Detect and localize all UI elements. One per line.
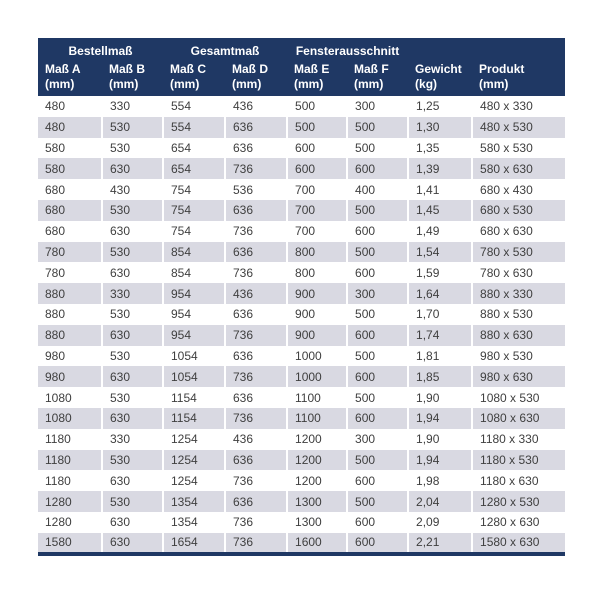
table-cell: 1180 x 630 [472, 470, 565, 491]
table-cell: 980 x 630 [472, 366, 565, 387]
table-cell: 580 x 630 [472, 158, 565, 179]
column-header-unit: (mm) [354, 77, 384, 91]
table-cell: 1254 [163, 470, 225, 491]
column-header-label: Maß E [294, 62, 330, 76]
table-cell: 530 [102, 117, 163, 138]
table-cell: 480 x 330 [472, 96, 565, 117]
table-cell: 500 [347, 138, 408, 159]
table-cell: 1,98 [408, 470, 472, 491]
table-cell: 1,59 [408, 262, 472, 283]
table-cell: 500 [347, 304, 408, 325]
table-cell: 1154 [163, 387, 225, 408]
table-cell: 700 [287, 221, 347, 242]
column-header-gewicht [408, 60, 472, 96]
table-cell: 330 [102, 96, 163, 117]
table-cell: 780 x 530 [472, 242, 565, 263]
table-cell: 530 [102, 387, 163, 408]
table-header [38, 38, 565, 96]
table-cell: 736 [225, 533, 287, 554]
table-cell: 630 [102, 408, 163, 429]
table-cell: 330 [102, 429, 163, 450]
table-cell: 880 [38, 283, 102, 304]
table-cell: 1354 [163, 512, 225, 533]
table-cell: 1354 [163, 491, 225, 512]
table-row [38, 429, 565, 450]
table-cell: 1000 [287, 346, 347, 367]
table-cell: 300 [347, 429, 408, 450]
table-cell: 736 [225, 366, 287, 387]
table-cell: 680 [38, 221, 102, 242]
table-cell: 1,94 [408, 450, 472, 471]
table-cell: 1300 [287, 512, 347, 533]
product-dimensions-table [38, 38, 565, 556]
column-header-unit: (mm) [45, 77, 75, 91]
column-header-mass-d [225, 60, 287, 96]
table-cell: 880 [38, 304, 102, 325]
table-cell: 630 [102, 325, 163, 346]
table-row [38, 304, 565, 325]
table-row [38, 470, 565, 491]
table-row [38, 158, 565, 179]
table-cell: 430 [102, 179, 163, 200]
table-cell: 880 x 330 [472, 283, 565, 304]
table-cell: 630 [102, 158, 163, 179]
table-cell: 1280 x 530 [472, 491, 565, 512]
table-cell: 500 [347, 242, 408, 263]
column-header-row [38, 60, 565, 96]
table-cell: 1,54 [408, 242, 472, 263]
table-cell: 530 [102, 304, 163, 325]
table-cell: 530 [102, 346, 163, 367]
table-cell: 880 [38, 325, 102, 346]
table-cell: 1280 x 630 [472, 512, 565, 533]
table-row [38, 387, 565, 408]
group-header-empty [408, 38, 565, 60]
table-cell: 1,49 [408, 221, 472, 242]
table-cell: 736 [225, 221, 287, 242]
table-cell: 1154 [163, 408, 225, 429]
table-cell: 536 [225, 179, 287, 200]
table-cell: 500 [347, 387, 408, 408]
table-cell: 636 [225, 117, 287, 138]
table-cell: 480 x 530 [472, 117, 565, 138]
column-header-label: Maß B [109, 62, 145, 76]
table-cell: 600 [347, 512, 408, 533]
group-header-bestellmass: Bestellmaß [38, 38, 163, 60]
table-cell: 736 [225, 262, 287, 283]
table-cell: 500 [347, 450, 408, 471]
table-cell: 600 [347, 408, 408, 429]
table-row [38, 262, 565, 283]
table-cell: 636 [225, 387, 287, 408]
table-cell: 630 [102, 470, 163, 491]
table-cell: 880 x 630 [472, 325, 565, 346]
table-row [38, 138, 565, 159]
table-cell: 680 x 530 [472, 200, 565, 221]
table-cell: 480 [38, 96, 102, 117]
table-cell: 600 [347, 366, 408, 387]
table-cell: 1180 [38, 450, 102, 471]
table-cell: 554 [163, 117, 225, 138]
table-cell: 530 [102, 491, 163, 512]
table-cell: 300 [347, 283, 408, 304]
group-header-gesamtmass: Gesamtmaß [163, 38, 287, 60]
column-header-unit: (mm) [232, 77, 262, 91]
table-cell: 1654 [163, 533, 225, 554]
table-cell: 1080 [38, 387, 102, 408]
column-header-unit: (mm) [479, 77, 509, 91]
table-cell: 436 [225, 283, 287, 304]
column-header-mass-f [347, 60, 408, 96]
table-body [38, 96, 565, 554]
table-cell: 1,35 [408, 138, 472, 159]
table-cell: 900 [287, 283, 347, 304]
column-header-label: Gewicht [415, 62, 462, 76]
table-row [38, 179, 565, 200]
table-row [38, 283, 565, 304]
table-cell: 1600 [287, 533, 347, 554]
column-header-mass-a [38, 60, 102, 96]
table-cell: 736 [225, 325, 287, 346]
table-cell: 1,85 [408, 366, 472, 387]
table-cell: 500 [347, 346, 408, 367]
table-cell: 954 [163, 283, 225, 304]
column-header-label: Produkt [479, 62, 525, 76]
table-cell: 600 [347, 158, 408, 179]
table-cell: 1180 [38, 429, 102, 450]
table-cell: 854 [163, 242, 225, 263]
table-cell: 1100 [287, 408, 347, 429]
table-cell: 1054 [163, 366, 225, 387]
table-cell: 980 [38, 346, 102, 367]
table-cell: 680 x 430 [472, 179, 565, 200]
table-cell: 636 [225, 200, 287, 221]
table-cell: 700 [287, 200, 347, 221]
column-header-label: Maß D [232, 62, 268, 76]
table-cell: 436 [225, 96, 287, 117]
table-cell: 1080 [38, 408, 102, 429]
column-header-label: Maß A [45, 62, 81, 76]
table-row [38, 221, 565, 242]
table-row [38, 117, 565, 138]
column-header-mass-c [163, 60, 225, 96]
column-header-unit: (mm) [170, 77, 200, 91]
table-cell: 1180 x 330 [472, 429, 565, 450]
table-cell: 630 [102, 221, 163, 242]
table-cell: 2,09 [408, 512, 472, 533]
table-cell: 630 [102, 512, 163, 533]
table-cell: 300 [347, 96, 408, 117]
table-cell: 1054 [163, 346, 225, 367]
table-cell: 1580 x 630 [472, 533, 565, 554]
table-cell: 954 [163, 325, 225, 346]
column-header-unit: (mm) [109, 77, 139, 91]
table-cell: 1000 [287, 366, 347, 387]
table-cell: 1,81 [408, 346, 472, 367]
table-cell: 600 [287, 158, 347, 179]
table-row [38, 533, 565, 554]
table-cell: 330 [102, 283, 163, 304]
table-row [38, 346, 565, 367]
table-cell: 530 [102, 200, 163, 221]
table-cell: 780 x 630 [472, 262, 565, 283]
table-cell: 2,21 [408, 533, 472, 554]
table-cell: 736 [225, 408, 287, 429]
table-cell: 636 [225, 450, 287, 471]
group-header-row [38, 38, 565, 60]
table-cell: 630 [102, 366, 163, 387]
table-cell: 980 [38, 366, 102, 387]
table-cell: 854 [163, 262, 225, 283]
table-cell: 480 [38, 117, 102, 138]
table-cell: 1254 [163, 450, 225, 471]
table-cell: 636 [225, 304, 287, 325]
table-cell: 630 [102, 533, 163, 554]
table-cell: 400 [347, 179, 408, 200]
table-row [38, 242, 565, 263]
table-cell: 680 [38, 179, 102, 200]
table-cell: 754 [163, 179, 225, 200]
table-row [38, 512, 565, 533]
table-cell: 1200 [287, 470, 347, 491]
table-cell: 530 [102, 138, 163, 159]
table-cell: 500 [347, 117, 408, 138]
table-cell: 754 [163, 200, 225, 221]
column-header-mass-b [102, 60, 163, 96]
table-cell: 800 [287, 262, 347, 283]
table-cell: 2,04 [408, 491, 472, 512]
column-header-mass-e [287, 60, 347, 96]
table-row [38, 491, 565, 512]
table-cell: 500 [347, 200, 408, 221]
table-cell: 580 [38, 138, 102, 159]
table-cell: 600 [347, 221, 408, 242]
table-cell: 500 [287, 96, 347, 117]
table-cell: 980 x 530 [472, 346, 565, 367]
table-cell: 680 x 630 [472, 221, 565, 242]
table-cell: 1,90 [408, 387, 472, 408]
table-cell: 1100 [287, 387, 347, 408]
table-cell: 1280 [38, 512, 102, 533]
table-cell: 600 [347, 533, 408, 554]
table-cell: 636 [225, 491, 287, 512]
table-cell: 636 [225, 138, 287, 159]
table-cell: 636 [225, 346, 287, 367]
table-cell: 1,30 [408, 117, 472, 138]
column-header-label: Maß C [170, 62, 206, 76]
table-row [38, 408, 565, 429]
table-cell: 654 [163, 138, 225, 159]
table-cell: 1180 x 530 [472, 450, 565, 471]
table-row [38, 450, 565, 471]
table-cell: 600 [347, 470, 408, 491]
table-cell: 1280 [38, 491, 102, 512]
table-cell: 736 [225, 512, 287, 533]
table-cell: 900 [287, 304, 347, 325]
table-cell: 600 [347, 325, 408, 346]
group-header-fensterausschnitt: Fensterausschnitt [287, 38, 408, 60]
table-cell: 900 [287, 325, 347, 346]
table-cell: 1,25 [408, 96, 472, 117]
table-cell: 1180 [38, 470, 102, 491]
table-cell: 1080 x 630 [472, 408, 565, 429]
table-cell: 1,39 [408, 158, 472, 179]
table-cell: 636 [225, 242, 287, 263]
table-cell: 500 [287, 117, 347, 138]
table-cell: 1200 [287, 429, 347, 450]
table-cell: 580 [38, 158, 102, 179]
table-cell: 780 [38, 242, 102, 263]
table-cell: 754 [163, 221, 225, 242]
column-header-produkt [472, 60, 565, 96]
column-header-label: Maß F [354, 62, 389, 76]
product-dimensions-table-container [38, 38, 565, 556]
table-cell: 954 [163, 304, 225, 325]
column-header-unit: (kg) [415, 77, 438, 91]
table-row [38, 366, 565, 387]
table-cell: 1,64 [408, 283, 472, 304]
table-cell: 530 [102, 450, 163, 471]
table-cell: 680 [38, 200, 102, 221]
table-cell: 500 [347, 491, 408, 512]
table-cell: 1,45 [408, 200, 472, 221]
table-cell: 1254 [163, 429, 225, 450]
table-cell: 436 [225, 429, 287, 450]
table-cell: 600 [287, 138, 347, 159]
table-cell: 1,90 [408, 429, 472, 450]
table-cell: 1080 x 530 [472, 387, 565, 408]
table-cell: 1,94 [408, 408, 472, 429]
table-cell: 654 [163, 158, 225, 179]
table-cell: 800 [287, 242, 347, 263]
table-cell: 1,74 [408, 325, 472, 346]
table-cell: 780 [38, 262, 102, 283]
table-cell: 700 [287, 179, 347, 200]
column-header-unit: (mm) [294, 77, 324, 91]
table-row [38, 325, 565, 346]
table-cell: 1,70 [408, 304, 472, 325]
table-cell: 554 [163, 96, 225, 117]
table-row [38, 200, 565, 221]
table-cell: 736 [225, 158, 287, 179]
table-row [38, 96, 565, 117]
table-cell: 1200 [287, 450, 347, 471]
table-cell: 630 [102, 262, 163, 283]
table-cell: 880 x 530 [472, 304, 565, 325]
table-cell: 600 [347, 262, 408, 283]
table-cell: 1580 [38, 533, 102, 554]
table-cell: 530 [102, 242, 163, 263]
table-cell: 580 x 530 [472, 138, 565, 159]
table-cell: 1300 [287, 491, 347, 512]
table-cell: 1,41 [408, 179, 472, 200]
table-cell: 736 [225, 470, 287, 491]
